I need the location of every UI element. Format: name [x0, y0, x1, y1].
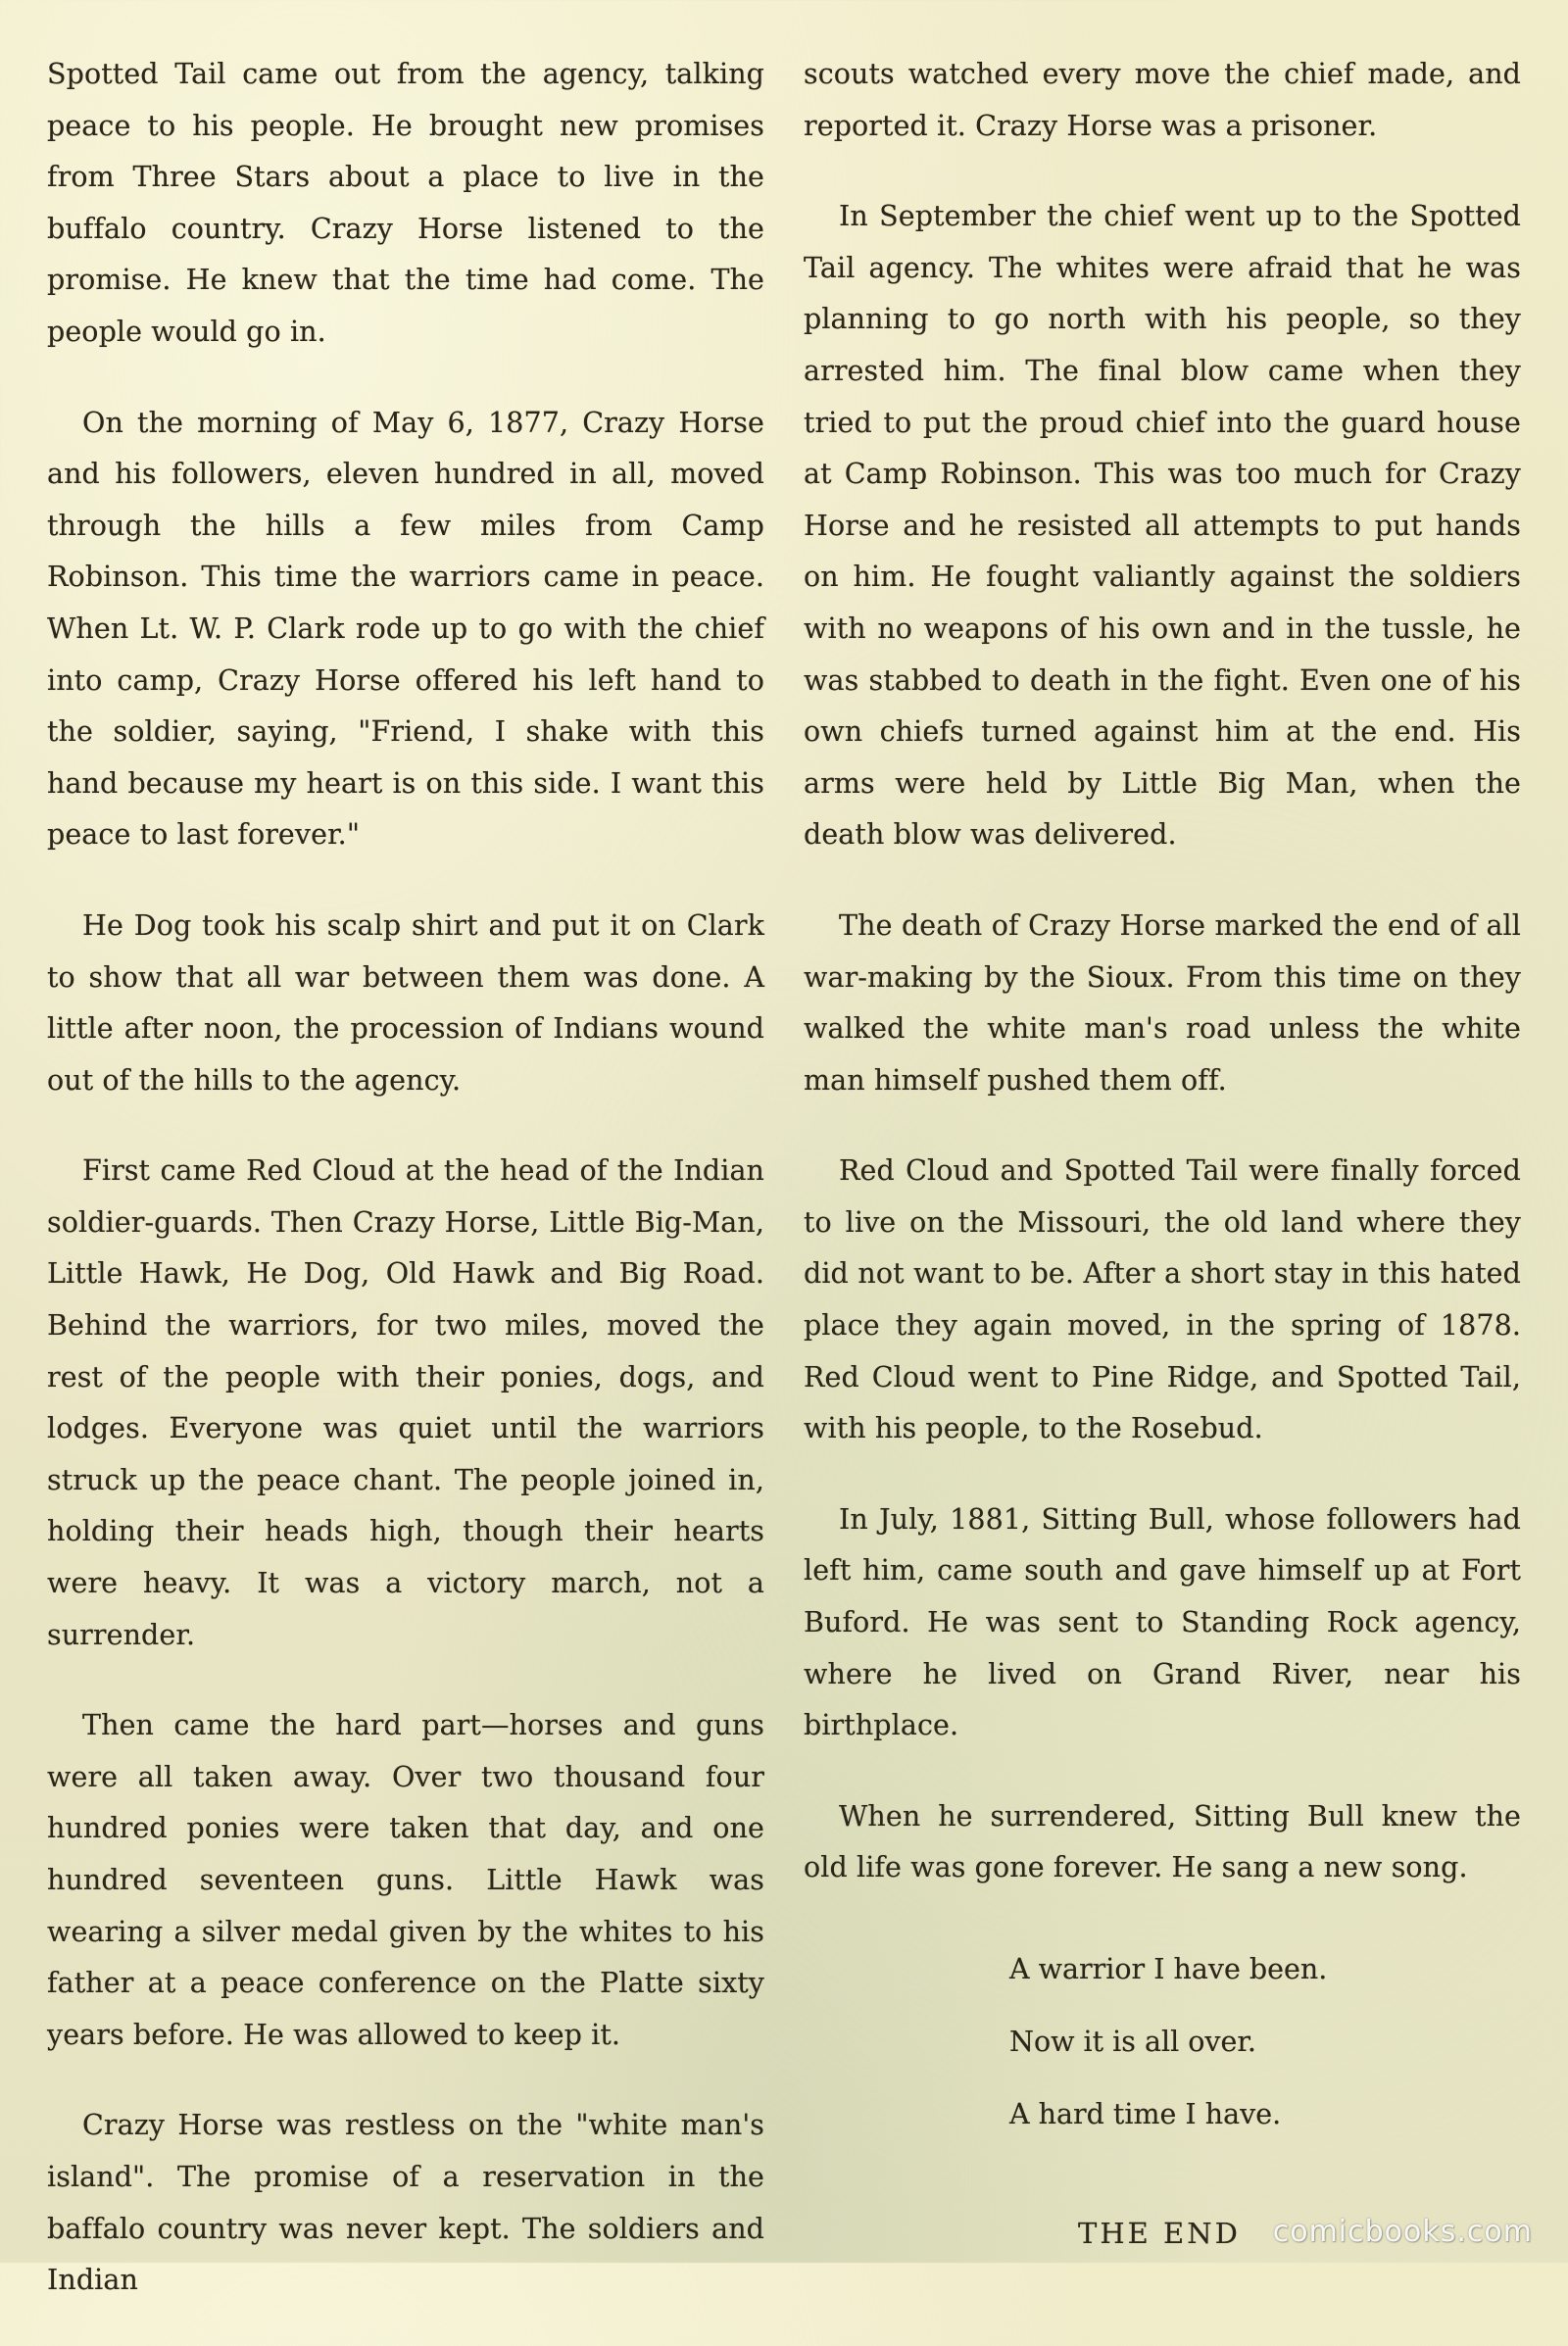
- paragraph-new-song: When he surrendered, Sitting Bull knew the old life was gone forever. He sang a new song.: [804, 1799, 1521, 1884]
- paragraph-sitting-bull-surrender: In July, 1881, Sitting Bull, whose followers had left him, came south and gave himself up at Fort Buford. He was sent to Standing Rock agency, where he lived on Grand River, near his birthplace.: [804, 1502, 1521, 1742]
- paragraph-scouts-watched: scouts watched every move the chief made, and reported it. Crazy Horse was a prisoner.: [804, 58, 1521, 142]
- poem-line: A warrior I have been.: [1009, 1953, 1328, 1985]
- poem-line: A hard time I have.: [1009, 2098, 1282, 2130]
- paragraph-end-of-war-making: The death of Crazy Horse marked the end of all war-making by the Sioux. From this time on they walked the white man's road unless the white man himself pushed them off.: [804, 908, 1521, 1097]
- poem-line: Now it is all over.: [1009, 2026, 1256, 2058]
- paragraph-horses-guns-taken: Then came the hard part—horses and guns were all taken away. Over two thousand four hundred ponies were taken that day, and one hundred seventeen guns. Little Hawk was wearing a silver medal given by the whites to his father at a peace conference on the Platte sixty years before. He was allowed to keep it.: [47, 1709, 764, 2051]
- site-watermark: comicbooks.com: [1272, 2215, 1533, 2249]
- left-text-column: [47, 49, 764, 2346]
- song-poem: [1009, 1933, 1521, 2151]
- right-text-column: [804, 49, 1521, 2151]
- paragraph-red-cloud-spotted-tail: Red Cloud and Spotted Tail were finally forced to live on the Missouri, the old land where they did not want to be. After a short stay in this hated place they again moved, in the spring of 1878. Red Cloud went to Pine Ridge, and Spotted Tail, with his people, to the Rosebud.: [804, 1154, 1521, 1445]
- paragraph-procession: First came Red Cloud at the head of the Indian soldier-guards. Then Crazy Horse, Little Big-Man, Little Hawk, He Dog, Old Hawk and Big Road. Behind the warriors, for two miles, moved the rest of the people with their ponies, dogs, and lodges. Everyone was quiet until the warriors struck up the peace chant. The people joined in, holding their heads high, though their hearts were heavy. It was a victory march, not a surrender.: [47, 1154, 764, 1651]
- paragraph-spotted-tail-returns: Spotted Tail came out from the agency, talking peace to his people. He brought new promises from Three Stars about a place to live in the buffalo country. Crazy Horse listened to the promise. He knew that the time had come. The people would go in.: [47, 58, 764, 348]
- paragraph-september-arrest: In September the chief went up to the Spotted Tail agency. The whites were afraid that he was planning to go north with his people, so they arrested him. The final blow came when they tried to put the proud chief into the guard house at Camp Robinson. This was too much for Crazy Horse and he resisted all attempts to put hands on him. He fought valiantly against the soldiers with no weapons of his own and in the tussle, he was stabbed to death in the fight. Even one of his own chiefs turned against him at the end. His arms were held by Little Big Man, when the death blow was delivered.: [804, 200, 1521, 852]
- paragraph-he-dog-scalp-shirt: He Dog took his scalp shirt and put it on Clark to show that all war between them was done. A little after noon, the procession of Indians wound out of the hills to the agency.: [47, 908, 764, 1097]
- the-end-label: THE END: [1078, 2217, 1241, 2250]
- paragraph-white-mans-island: Crazy Horse was restless on the "white man's island". The promise of a reservation in the baffalo country was never kept. The soldiers and Indian: [47, 2109, 764, 2297]
- paragraph-may-6-1877: On the morning of May 6, 1877, Crazy Horse and his followers, eleven hundred in all, moved through the hills a few miles from Camp Robinson. This time the warriors came in peace. When Lt. W. P. Clark rode up to go with the chief into camp, Crazy Horse offered his left hand to the soldier, saying, "Friend, I shake with this hand because my heart is on this side. I want this peace to last forever.": [47, 406, 764, 852]
